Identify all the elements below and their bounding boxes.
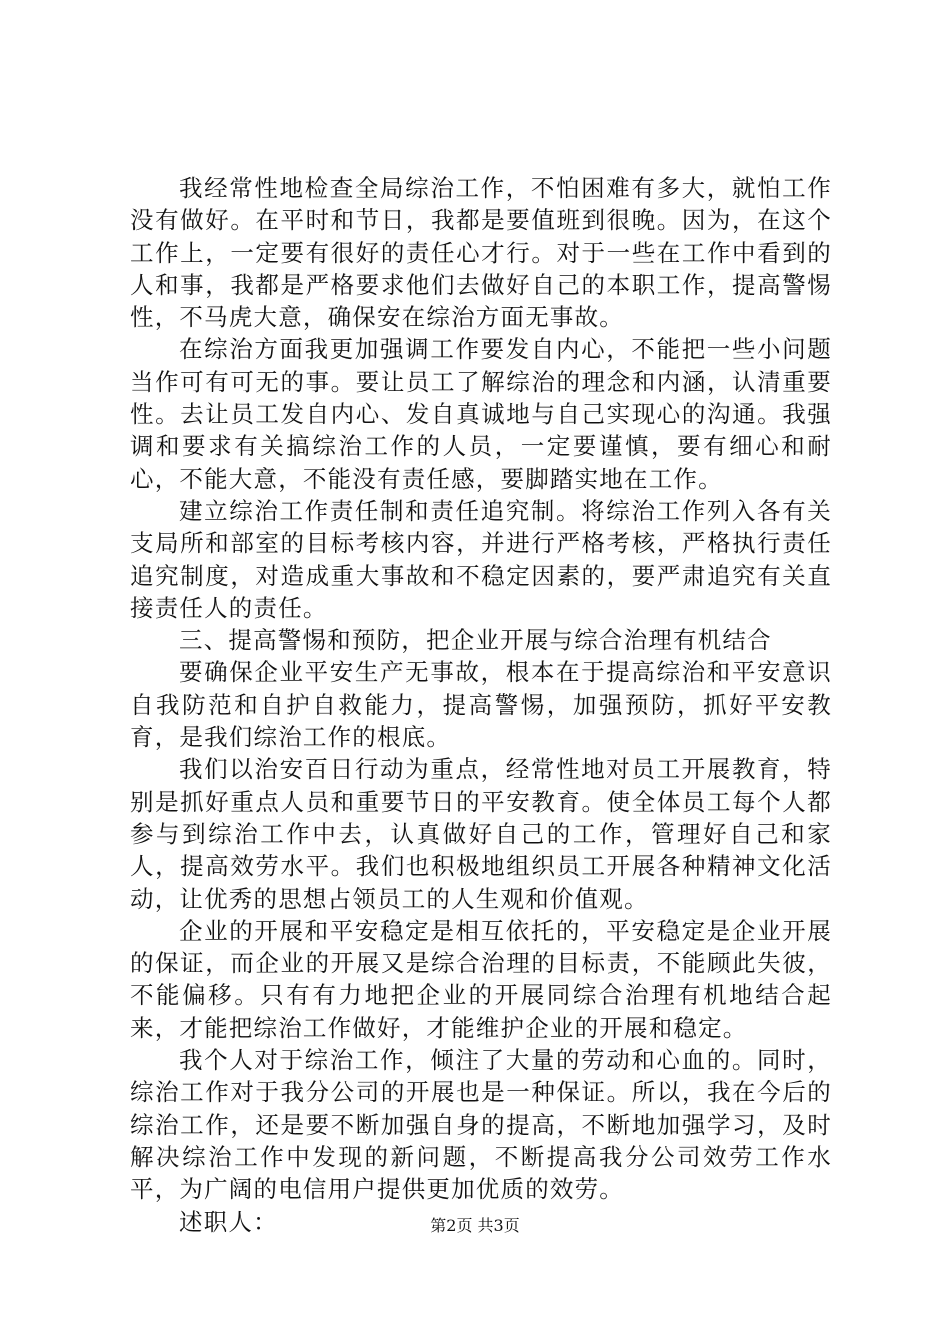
paragraph-inspection: 我经常性地检查全局综治工作，不怕困难有多大，就怕工作没有做好。在平时和节日，我都是要值班到很晚。因为，在这个工作上，一定要有很好的责任心才行。对于一些在工作中看到的人和事，我都是严格要求他们去做好自己的本职工作，提高警惕性，不马虎大意，确保安在综治方面无事故。: [130, 174, 832, 332]
paragraph-from-heart: 在综治方面我更加强调工作要发自内心，不能把一些小问题当作可有可无的事。要让员工了解综治的理念和内涵，认清重要性。去让员工发自内心、发自真诚地与自己实现心的沟通。我强调和要求有关搞综治工作的人员，一定要谨慎，要有细心和耐心，不能大意，不能没有责任感，要脚踏实地在工作。: [130, 335, 832, 493]
paragraph-development-stability: 企业的开展和平安稳定是相互依托的，平安稳定是企业开展的保证，而企业的开展又是综合治理的目标责，不能顾此失彼，不能偏移。只有有力地把企业的开展同综合治理有机地结合起来，才能把综治工作做好，才能维护企业的开展和稳定。: [130, 916, 832, 1042]
paragraph-hundred-day-action: 我们以治安百日行动为重点，经常性地对员工开展教育，特别是抓好重点人员和重要节日的平安教育。使全体员工每个人都参与到综治工作中去，认真做好自己的工作，管理好自己和家人，提高效劳水平。我们也积极地组织员工开展各种精神文化活动，让优秀的思想占领员工的人生观和价值观。: [130, 755, 832, 913]
section-heading-three: 三、提高警惕和预防，把企业开展与综合治理有机结合: [179, 626, 772, 655]
paragraph-personal-commitment: 我个人对于综治工作，倾注了大量的劳动和心血的。同时，综治工作对于我分公司的开展也是一种保证。所以，我在今后的综治工作，还是要不断加强自身的提高，不断地加强学习，及时解决综治工作中发现的新问题，不断提高我分公司效劳工作水平，为广阔的电信用户提供更加优质的效劳。: [130, 1046, 832, 1204]
paragraph-safety-production: 要确保企业平安生产无事故，根本在于提高综治和平安意识自我防范和自护自救能力，提高警惕，加强预防，抓好平安教育，是我们综治工作的根底。: [130, 658, 832, 752]
document-body: [130, 172, 832, 1238]
page-number-footer: 第2页 共3页: [430, 1216, 520, 1235]
paragraph-responsibility-system: 建立综治工作责任制和责任追究制。将综治工作列入各有关支局所和部室的目标考核内容，并进行严格考核，严格执行责任追究制度，对造成重大事故和不稳定因素的，要严肃追究有关直接责任人的责任。: [130, 496, 832, 622]
signature-label: 述职人：: [179, 1207, 278, 1236]
